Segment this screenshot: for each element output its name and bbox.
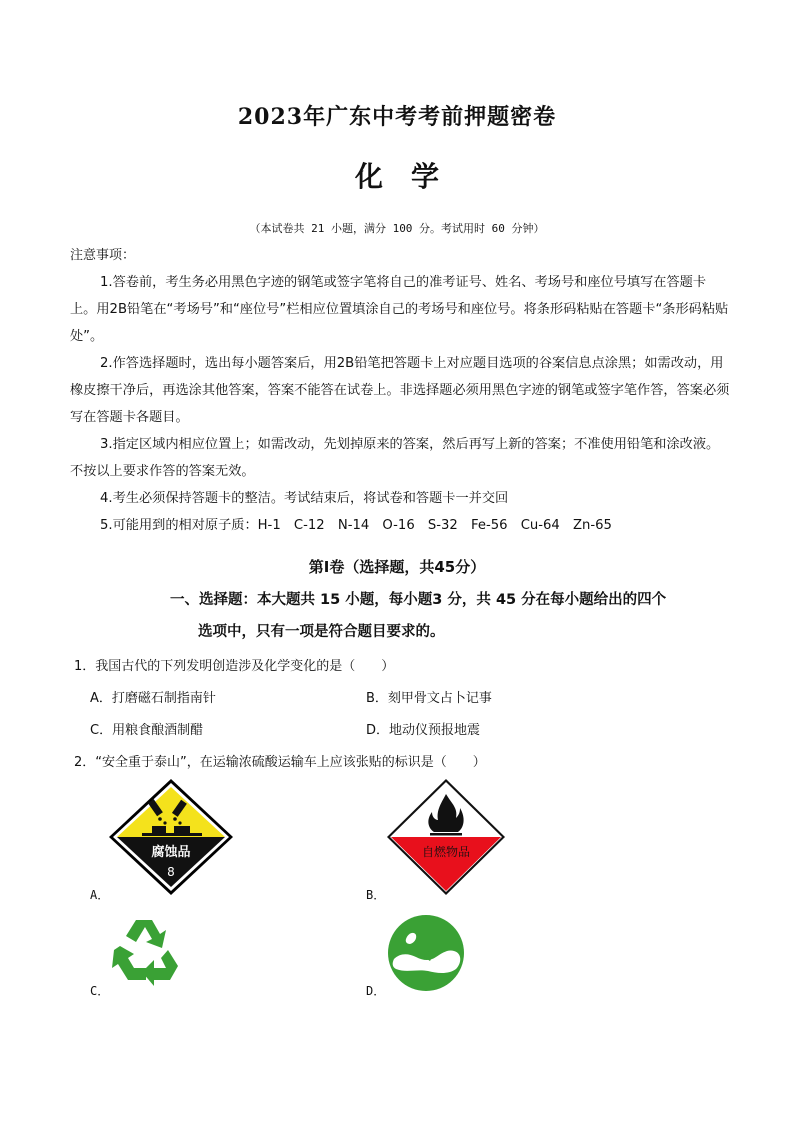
corrosive-sign-number: 8 [167, 865, 175, 879]
water-saving-icon [386, 913, 466, 993]
q2-option-a-label: A． [90, 888, 110, 902]
q1-option-c: C．用粮食酿酒制醋 [90, 723, 204, 738]
note-item: 4.考生必须保持答题卡的整洁。考试结束后，将试卷和答题卡一并交回 [100, 491, 509, 506]
combustible-sign-text: 自燃物品 [421, 845, 471, 859]
question-1-stem: 1．我国古代的下列发明创造涉及化学变化的是（ ） [74, 659, 395, 674]
instruction-line-2: 选项中，只有一项是符合题目要求的。 [198, 624, 445, 640]
note-item: 2.作答选择题时，选出每小题答案后，用2B铅笔把答题卡上对应题目选项的谷案信息点涂黑；如需改动，用橡皮擦干净后，再选涂其他答案，答案不能答在试卷上。非选择题必须用黑色字迹的钢笔或签字笔作答，答案必须写在答题卡各题目。 [70, 356, 730, 425]
instruction-line-1: 一、选择题：本大题共 15 小题，每小题3 分，共 45 分在每小题给出的四个 [170, 592, 667, 608]
note-item: 3.指定区域内相应位置上；如需改动，先划掉原来的答案，然后再写上新的答案；不准使用铅笔和涂改液。不按以上要求作答的答案无效。 [70, 437, 720, 479]
notes-heading: 注意事项： [70, 248, 136, 263]
spontaneously-combustible-icon [386, 778, 506, 896]
question-2-stem: 2．“安全重于泰山”，在运输浓硫酸运输车上应该张贴的标识是（ ） [74, 755, 486, 770]
q2-option-c-label: C． [90, 984, 110, 998]
q1-option-d: D．地动仪预报地震 [366, 723, 481, 738]
corrosive-sign-text: 腐蚀品 [151, 845, 191, 860]
section-instruction [170, 584, 730, 648]
q2-option-b-label: B． [366, 888, 386, 902]
q1-option-b: B．刻甲骨文占卜记事 [366, 691, 492, 706]
subject-title: 化学 [354, 160, 467, 193]
q2-option-d-label: D． [366, 984, 386, 998]
note-item: 1.答卷前，考生务必用黑色字迹的钢笔或签字笔将自己的准考证号、姓名、考场号和座位号填写在答题卡上。用2B铅笔在“考场号”和“座位号”栏相应位置填涂自己的考场号和座位号。将条形码粘贴在答题卡“条形码粘贴处”。 [70, 275, 729, 344]
note-item: 5.可能用到的相对原子质：H-1 C-12 N-14 O-16 S-32 Fe-56 Cu-64 Zn-65 [100, 518, 612, 533]
section-heading: 第Ⅰ卷（选择题，共45分） [308, 558, 486, 576]
q1-option-a: A．打磨磁石制指南针 [90, 691, 216, 706]
exam-info: （本试卷共 21 小题，满分 100 分。考试用时 60 分钟） [249, 222, 545, 235]
recycling-icon [106, 916, 182, 990]
corrosive-hazard-icon [108, 778, 234, 896]
exam-title: 2023年广东中考考前押题密卷 [237, 104, 557, 130]
